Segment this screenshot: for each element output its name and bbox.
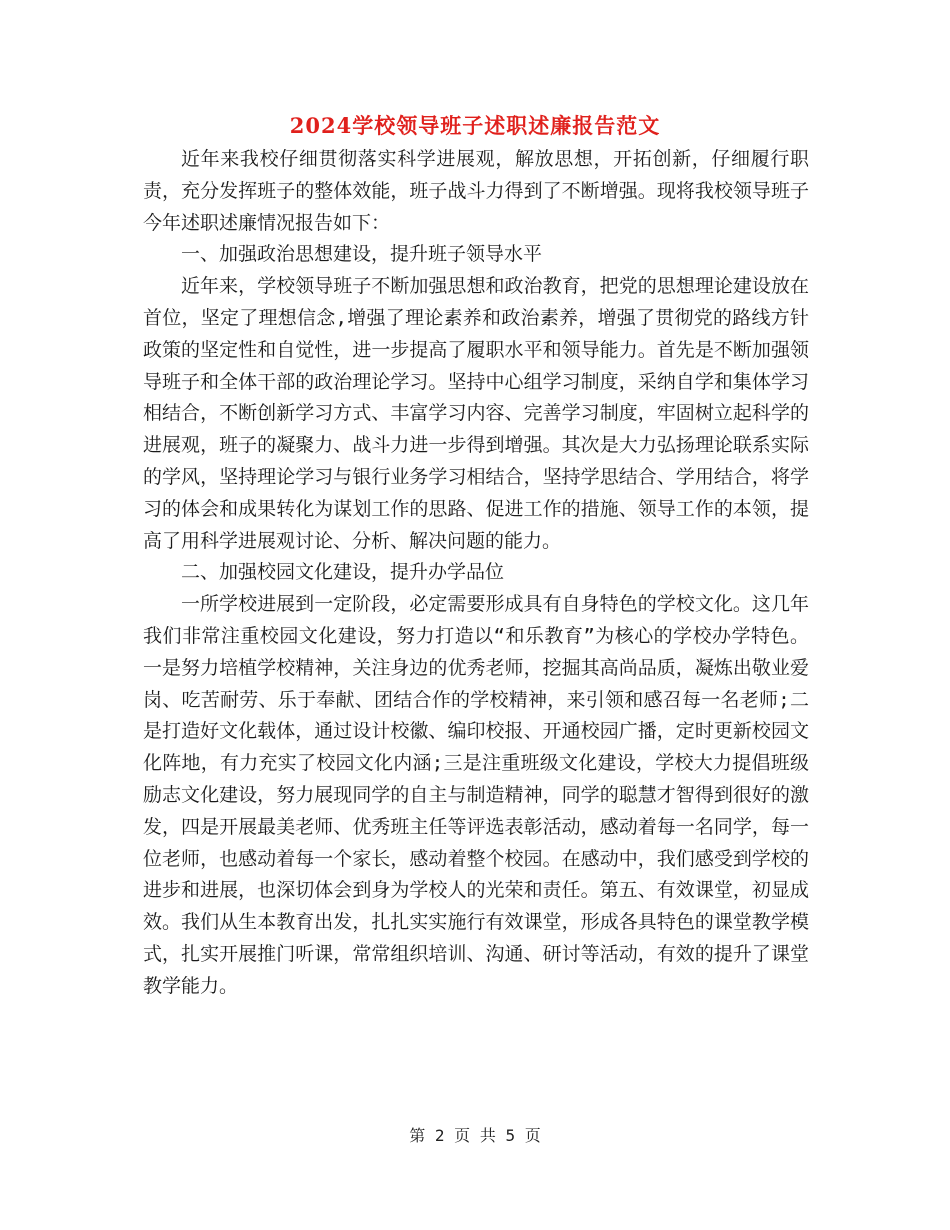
document-body xyxy=(143,144,809,1003)
intro-paragraph: 近年来我校仔细贯彻落实科学进展观，解放思想，开拓创新，仔细履行职责，充分发挥班子的整体效能，班子战斗力得到了不断增强。现将我校领导班子今年述职述廉情况报告如下： xyxy=(143,148,809,234)
section-2-paragraph: 一所学校进展到一定阶段，必定需要形成具有自身特色的学校文化。这几年我们非常注重校园文化建设，努力打造以“和乐教育”为核心的学校办学特色。一是努力培植学校精神，关注身边的优秀老师，挖掘其高尚品质，凝炼出敬业爱岗、吃苦耐劳、乐于奉献、团结合作的学校精神，来引领和感召每一名老师;二是打造好文化载体，通过设计校徽、编印校报、开通校园广播，定时更新校园文化阵地，有力充实了校园文化内涵;三是注重班级文化建设，学校大力提倡班级励志文化建设，努力展现同学的自主与制造精神，同学的聪慧才智得到很好的激发，四是开展最美老师、优秀班主任等评选表彰活动，感动着每一名同学，每一位老师，也感动着每一个家长，感动着整个校园。在感动中，我们感受到学校的进步和进展，也深切体会到身为学校人的光荣和责任。第五、有效课堂，初显成效。我们从生本教育出发，扎扎实实施行有效课堂，形成各具特色的课堂教学模式，扎实开展推门听课，常常组织培训、沟通、研讨等活动，有效的提升了课堂教学能力。 xyxy=(143,593,809,997)
page-number-footer: 第 2 页 共 5 页 xyxy=(409,1126,541,1145)
document-title: 2024学校领导班子述职述廉报告范文 xyxy=(289,113,661,138)
section-1-paragraph: 近年来，学校领导班子不断加强思想和政治教育，把党的思想理论建设放在首位，坚定了理想信念,增强了理论素养和政治素养，增强了贯彻党的路线方针政策的坚定性和自觉性，进一步提高了履职水平和领导能力。首先是不断加强领导班子和全体干部的政治理论学习。坚持中心组学习制度，采纳自学和集体学习相结合，不断创新学习方式、丰富学习内容、完善学习制度，牢固树立起科学的进展观，班子的凝聚力、战斗力进一步得到增强。其次是大力弘扬理论联系实际的学风，坚持理论学习与银行业务学习相结合，坚持学思结合、学用结合，将学习的体会和成果转化为谋划工作的思路、促进工作的措施、领导工作的本领，提高了用科学进展观讨论、分析、解决问题的能力。 xyxy=(143,275,809,552)
section-heading-1: 一、加强政治思想建设，提升班子领导水平 xyxy=(181,243,543,266)
section-heading-2: 二、加强校园文化建设，提升办学品位 xyxy=(181,561,505,584)
